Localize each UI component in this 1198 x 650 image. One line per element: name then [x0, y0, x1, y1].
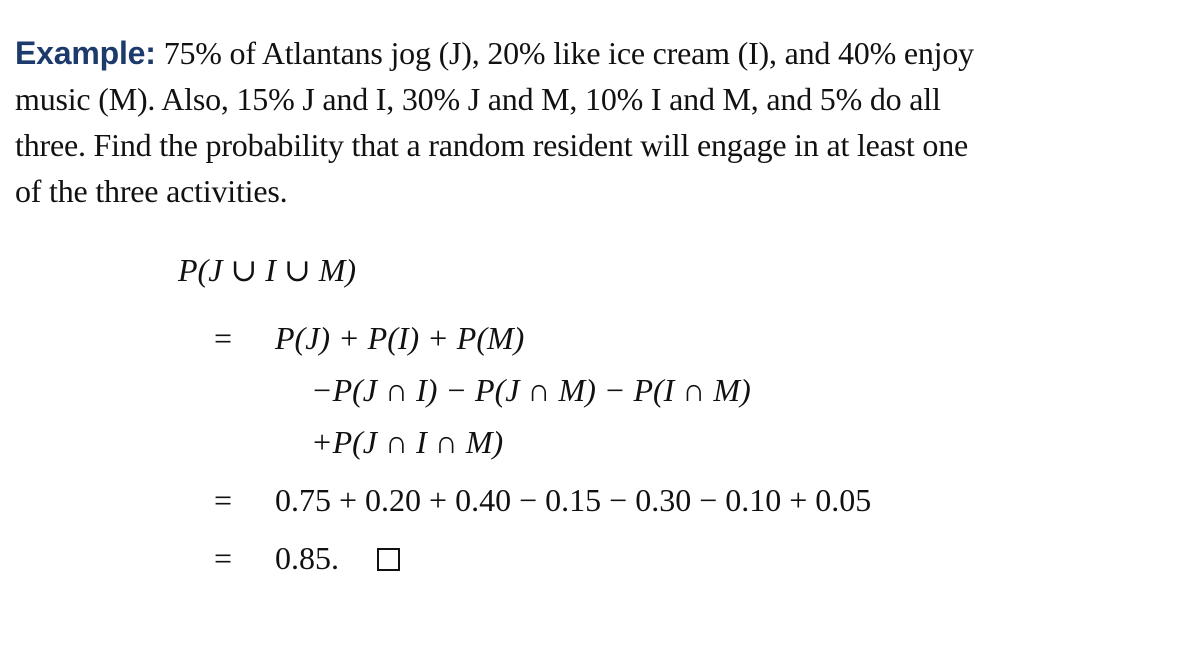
- pairwise-intersections: −P(J ∩ I) − P(J ∩ M) − P(I ∩ M): [311, 372, 751, 408]
- problem-text-1: 75% of Atlantans jog (J), 20% like ice cream (I), and 40% enjoy: [163, 35, 974, 71]
- equals-sign: =: [213, 482, 233, 518]
- final-result: [275, 538, 400, 578]
- numeric-substitution: 0.75 + 0.20 + 0.40 − 0.15 − 0.30 − 0.10 + 0.05: [275, 482, 872, 518]
- problem-line-1: [15, 30, 1185, 76]
- union-probability-lhs: P(J ∪ I ∪ M): [178, 252, 356, 288]
- triple-intersection: +P(J ∩ I ∩ M): [311, 424, 504, 460]
- problem-line-2: music (M). Also, 15% J and I, 30% J and M, 10% I and M, and 5% do all: [15, 81, 941, 117]
- qed-square-icon: [377, 548, 400, 571]
- problem-line-4: of the three activities.: [15, 173, 288, 209]
- example-label: Example:: [15, 35, 156, 71]
- equals-sign: =: [213, 540, 233, 576]
- problem-line-3: three. Find the probability that a random resident will engage in at least one: [15, 127, 969, 163]
- equals-sign: =: [213, 320, 233, 356]
- example-problem: [15, 30, 1185, 214]
- final-value: 0.85.: [275, 540, 339, 576]
- sum-of-singles: P(J) + P(I) + P(M): [275, 320, 525, 356]
